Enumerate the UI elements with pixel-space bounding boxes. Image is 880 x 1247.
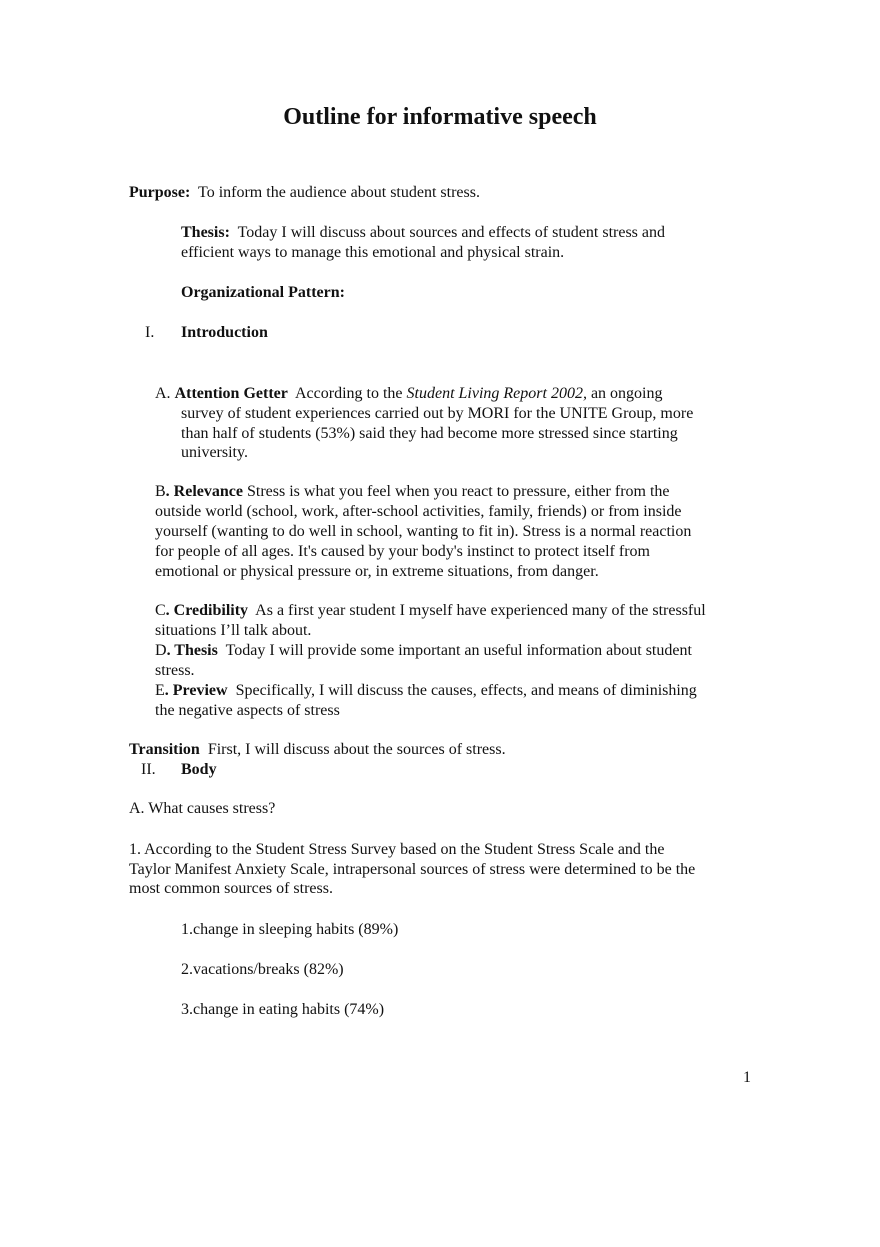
preview-label: . Preview [164,682,228,699]
preview [155,681,697,701]
body-paragraph-line: 1. According to the Student Stress Survey based on the Student Stress Scale and the [129,841,665,858]
marker: C [155,602,166,619]
body-subheading: A. What causes stress? [129,800,276,817]
text: According to the [294,385,403,402]
attention-line: survey of student experiences carried out by MORI for the UNITE Group, more [181,405,694,422]
thesis-text-2: efficient ways to manage this emotional and physical strain. [181,244,565,261]
list-item: 1.change in sleeping habits (89%) [181,921,399,938]
relevance-line: outside world (school, work, after-school activities, family, friends) or from inside [155,503,682,520]
section-numeral: I. [145,324,155,341]
section-numeral: II. [141,761,156,778]
purpose [129,183,480,203]
attention-label: Attention Getter [174,385,288,402]
body-paragraph-line: most common sources of stress. [129,880,333,897]
relevance-line: emotional or physical pressure or, in extreme situations, from danger. [155,563,599,580]
credibility-line: situations I’ll talk about. [155,622,312,639]
list-item: 3.change in eating habits (74%) [181,1001,385,1018]
relevance-line: yourself (wanting to do well in school, wanting to fit in). Stress is a normal reaction [155,523,692,540]
organizational-pattern: Organizational Pattern: [181,284,345,301]
attention-line: than half of students (53%) said they had become more stressed since starting [181,425,678,442]
thesis-label: Thesis: [181,224,230,241]
relevance-line: for people of all ages. It's caused by your body's instinct to protect itself from [155,543,650,560]
attention-getter [155,384,663,404]
text: Today I will provide some important an useful information about student [225,642,692,659]
section-heading-body: Body [181,761,217,778]
transition [129,740,506,760]
text: Specifically, I will discuss the causes, effects, and means of diminishing [235,682,697,699]
marker: E [155,682,165,699]
text: Stress is what you feel when you react to pressure, either from the [246,483,670,500]
credibility-label: . Credibility [165,602,249,619]
relevance [155,482,670,502]
text: an ongoing [590,385,663,402]
text: As a first year student I myself have experienced many of the stressful [255,602,706,619]
marker: A. [155,385,171,402]
marker: B [155,483,166,500]
body-paragraph-line: Taylor Manifest Anxiety Scale, intrapersonal sources of stress were determined to be the [129,861,696,878]
thesis-d [155,641,692,661]
relevance-label: . Relevance [165,483,243,500]
report-title: Student Living Report 2002, [406,385,587,402]
list-item: 2.vacations/breaks (82%) [181,961,344,978]
transition-label: Transition [129,741,200,758]
page-title: Outline for informative speech [283,104,597,130]
purpose-text: To inform the audience about student stress. [198,184,480,201]
thesis [181,223,665,243]
marker: D [155,642,167,659]
page-number: 1 [743,1069,751,1086]
attention-line: university. [181,444,248,461]
credibility [155,601,706,621]
preview-line: the negative aspects of stress [155,702,340,719]
thesis-d-label: . Thesis [166,642,218,659]
thesis-d-line: stress. [155,662,195,679]
thesis-text: Today I will discuss about sources and effects of student stress and [237,224,666,241]
section-heading-introduction: Introduction [181,324,268,341]
purpose-label: Purpose: [129,184,191,201]
text: First, I will discuss about the sources of stress. [207,741,506,758]
